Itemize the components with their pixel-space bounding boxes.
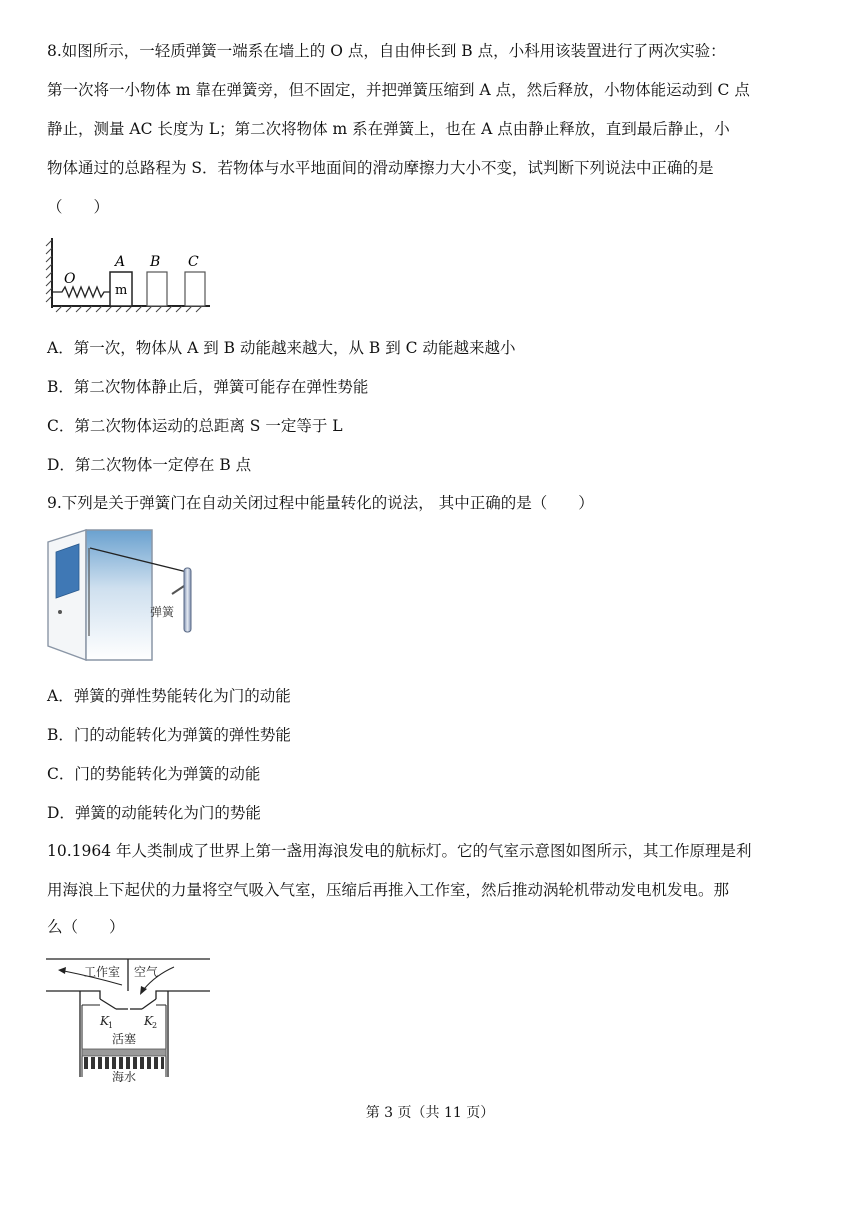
label-k2: K xyxy=(144,1014,153,1028)
q9-stem: 9.下列是关于弹簧门在自动关闭过程中能量转化的说法， 其中正确的是（ ） xyxy=(47,494,594,512)
label-air: 空气 xyxy=(134,965,159,979)
label-piston: 活塞 xyxy=(112,1032,137,1046)
q8-line-5: （ ） xyxy=(47,198,110,216)
page-footer: 第 3 页（共 11 页） xyxy=(365,1105,495,1121)
q9-option-c: C．门的势能转化为弹簧的动能 xyxy=(47,765,261,783)
label-k1-sub: 1 xyxy=(108,1021,114,1030)
q8-line-3: 静止，测量 AC 长度为 L；第二次将物体 m 系在弹簧上，也在 A 点由静止释放，直到最后静止，小 xyxy=(47,120,730,138)
q10-line-3: 么（ ） xyxy=(47,918,125,936)
q8-line-2: 第一次将一小物体 m 靠在弹簧旁，但不固定，并把弹簧压缩到 A 点，然后释放，小物体能运动到 C 点 xyxy=(47,81,750,99)
spring-door-figure xyxy=(46,528,206,664)
q8-option-b: B．第二次物体静止后，弹簧可能存在弹性势能 xyxy=(47,378,369,396)
q8-option-a: A．第一次，物体从 A 到 B 动能越来越大，从 B 到 C 动能越来越小 xyxy=(47,339,516,357)
label-m: m xyxy=(115,283,128,298)
q8-option-c: C．第二次物体运动的总距离 S 一定等于 L xyxy=(47,417,343,435)
q8-line-1: 8.如图所示，一轻质弹簧一端系在墙上的 O 点，自由伸长到 B 点，小科用该装置进行了两次实验： xyxy=(47,42,726,60)
label-spring: 弹簧 xyxy=(150,605,175,619)
label-work-room: 工作室 xyxy=(84,965,121,979)
label-sea-water: 海水 xyxy=(112,1070,137,1083)
spring-wall-figure xyxy=(44,236,214,316)
label-b: B xyxy=(150,254,161,270)
label-o: O xyxy=(64,271,76,287)
label-k2-sub: 2 xyxy=(152,1021,158,1030)
q9-option-b: B．门的动能转化为弹簧的弹性势能 xyxy=(47,726,291,744)
label-a: A xyxy=(115,254,126,270)
q9-option-a: A．弹簧的弹性势能转化为门的动能 xyxy=(47,687,291,705)
q8-line-4: 物体通过的总路程为 S．若物体与水平地面间的滑动摩擦力大小不变，试判断下列说法中正确的是 xyxy=(47,159,714,177)
q9-option-d: D．弹簧的动能转化为门的势能 xyxy=(47,804,261,822)
q8-option-d: D．第二次物体一定停在 B 点 xyxy=(47,456,252,474)
q10-line-1: 10.1964 年人类制成了世界上第一盏用海浪发电的航标灯。它的气室示意图如图所示，其工作原理是利 xyxy=(47,842,752,860)
label-k1: K xyxy=(100,1014,109,1028)
label-c: C xyxy=(188,254,199,270)
air-chamber-figure xyxy=(44,953,214,1083)
q10-line-2: 用海浪上下起伏的力量将空气吸入气室，压缩后再推入工作室，然后推动涡轮机带动发电机发电。那 xyxy=(47,881,730,899)
